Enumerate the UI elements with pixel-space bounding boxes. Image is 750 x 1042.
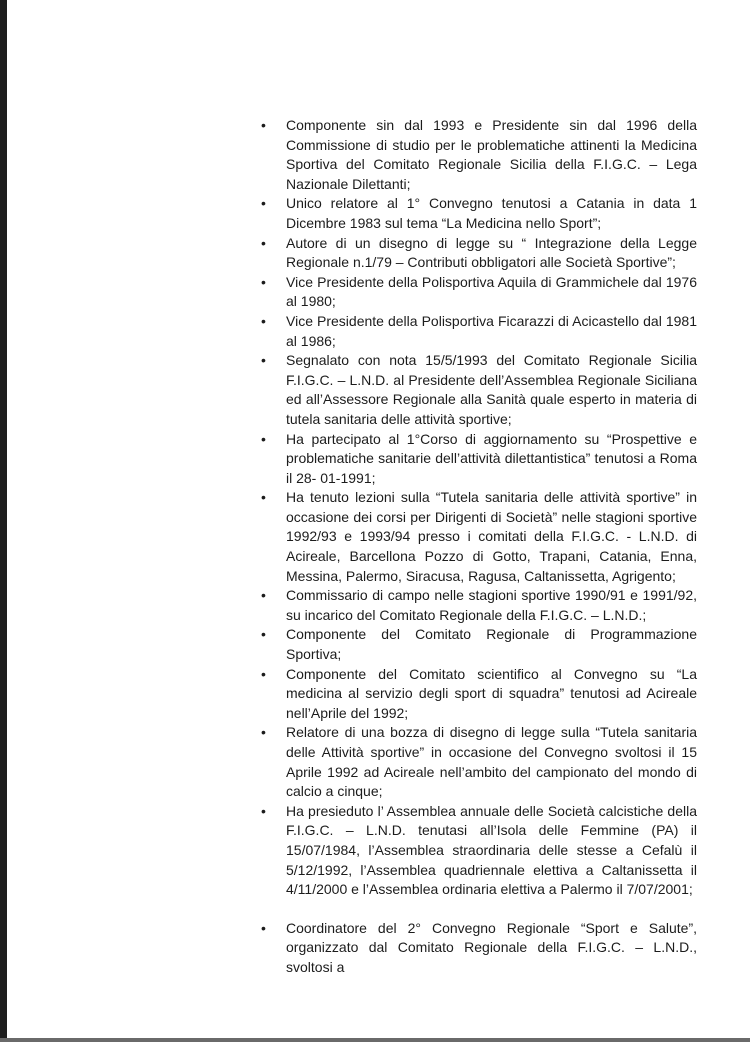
list-item: • Componente del Comitato Regionale di Programmazione Sportiva; bbox=[260, 625, 697, 664]
list-item: • Ha partecipato al 1°Corso di aggiornamento su “Prospettive e problematiche sanitarie dell’attività dilettantistica” tenutosi a Roma il 28- 01-1991; bbox=[260, 430, 697, 489]
list-item: • Vice Presidente della Polisportiva Ficarazzi di Acicastello dal 1981 al 1986; bbox=[260, 312, 697, 351]
list-item: • Componente sin dal 1993 e Presidente sin dal 1996 della Commissione di studio per le problematiche attinenti la Medicina Sportiva del Comitato Regionale Sicilia della F.I.G.C. – Lega Nazionale Dilettanti; bbox=[260, 116, 697, 194]
list-item: • Coordinatore del 2° Convegno Regionale “Sport e Salute”, organizzato dal Comitato Regionale della F.I.G.C. – L.N.D., svoltosi a bbox=[260, 919, 697, 978]
list-item: • Ha presieduto l’ Assemblea annuale delle Società calcistiche della F.I.G.C. – L.N.D. tenutasi all’Isola delle Femmine (PA) il 15/07/1984, l’Assemblea straordinaria delle stesse a Cefalù il 5/12/1992, l’Assemblea quadriennale elettiva a Caltanissetta il 4/11/2000 e l’Assemblea ordinaria elettiva a Palermo il 7/07/2001; bbox=[260, 802, 697, 900]
list-item: • Componente del Comitato scientifico al Convegno su “La medicina al servizio degli sport di squadra” tenutosi ad Acireale nell’Aprile del 1992; bbox=[260, 665, 697, 724]
list-item: • Vice Presidente della Polisportiva Aquila di Grammichele dal 1976 al 1980; bbox=[260, 273, 697, 312]
window-left-edge bbox=[0, 0, 7, 1042]
list-item: • Commissario di campo nelle stagioni sportive 1990/91 e 1991/92, su incarico del Comitato Regionale della F.I.G.C. – L.N.D.; bbox=[260, 586, 697, 625]
bullet-list bbox=[260, 116, 697, 978]
list-item: • Autore di un disegno di legge su “ Integrazione della Legge Regionale n.1/79 – Contributi obbligatori alle Società Sportive”; bbox=[260, 234, 697, 273]
list-item: • Relatore di una bozza di disegno di legge sulla “Tutela sanitaria delle Attività sportive” in occasione del Convegno svoltosi il 15 Aprile 1992 ad Acireale nell’ambito del campionato del mondo di calcio a cinque; bbox=[260, 723, 697, 801]
window-bottom-edge bbox=[0, 1038, 750, 1042]
list-item: • Segnalato con nota 15/5/1993 del Comitato Regionale Sicilia F.I.G.C. – L.N.D. al Presidente dell’Assemblea Regionale Siciliana ed all’Assessore Regionale alla Sanità quale esperto in materia di tutela sanitaria delle attività sportive; bbox=[260, 351, 697, 429]
document-page bbox=[260, 116, 697, 978]
list-item: • Ha tenuto lezioni sulla “Tutela sanitaria delle attività sportive” in occasione dei corsi per Dirigenti di Società” nelle stagioni sportive 1992/93 e 1993/94 presso i comitati della F.I.G.C. - L.N.D. di Acireale, Barcellona Pozzo di Gotto, Trapani, Catania, Enna, Messina, Palermo, Siracusa, Ragusa, Caltanissetta, Agrigento; bbox=[260, 488, 697, 586]
list-item: • Unico relatore al 1° Convegno tenutosi a Catania in data 1 Dicembre 1983 sul tema “La Medicina nello Sport”; bbox=[260, 194, 697, 233]
